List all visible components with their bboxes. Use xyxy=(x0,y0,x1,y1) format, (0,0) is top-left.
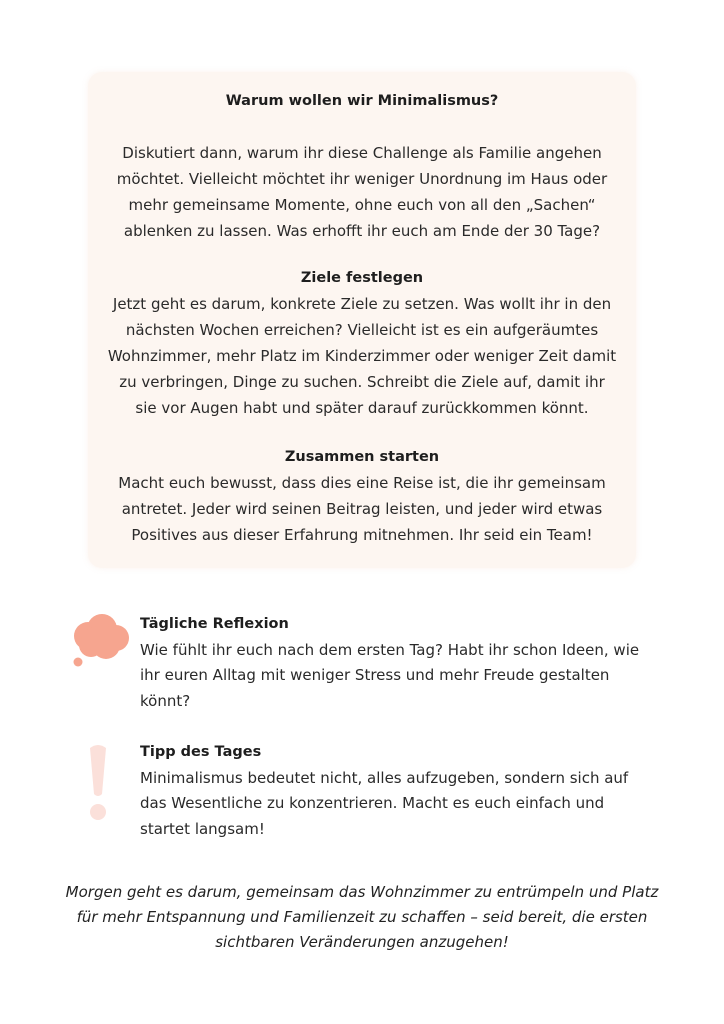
text-line: Positives aus dieser Erfahrung mitnehmen. Ihr seid ein Team! xyxy=(131,526,593,544)
section-set-goals xyxy=(88,265,636,421)
outlook-footer xyxy=(62,880,662,955)
text-line: für mehr Entspannung und Familienzeit zu schaffen – seid bereit, die ersten xyxy=(76,908,648,926)
text-line: Morgen geht es darum, gemeinsam das Wohnzimmer zu entrümpeln und Platz xyxy=(65,883,659,901)
text-line: Diskutiert dann, warum ihr diese Challenge als Familie angehen xyxy=(122,144,602,162)
text-line: möchtet. Vielleicht möchtet ihr weniger Unordnung im Haus oder xyxy=(116,170,608,188)
text-line: Wie fühlt ihr euch nach dem ersten Tag? Habt ihr schon Ideen, wie xyxy=(140,640,640,659)
exclamation-icon xyxy=(84,742,112,824)
thought-bubble-icon xyxy=(66,612,132,672)
tip-heading: Tipp des Tages xyxy=(140,744,262,760)
text-line: nächsten Wochen erreichen? Vielleicht ist es ein aufgeräumtes xyxy=(125,321,599,339)
section-heading: Warum wollen wir Minimalismus? xyxy=(225,93,499,109)
section-start-together xyxy=(88,444,636,548)
text-line: zu verbringen, Dinge zu suchen. Schreibt die Ziele auf, damit ihr xyxy=(119,373,605,391)
text-line: ablenken zu lassen. Was erhofft ihr euch am Ende der 30 Tage? xyxy=(123,222,601,240)
section-heading: Zusammen starten xyxy=(284,449,440,465)
text-line: das Wesentliche zu konzentrieren. Macht es euch einfach und xyxy=(140,794,605,812)
text-line: sichtbaren Veränderungen anzugehen! xyxy=(215,933,509,951)
text-line: mehr gemeinsame Momente, ohne euch von all den „Sachen“ xyxy=(128,196,596,214)
tip-of-the-day xyxy=(140,740,660,842)
reflection-heading: Tägliche Reflexion xyxy=(140,616,289,632)
text-line: Wohnzimmer, mehr Platz im Kinderzimmer oder weniger Zeit damit xyxy=(107,347,617,365)
text-line: könnt? xyxy=(140,691,191,710)
text-line: ihr euren Alltag mit weniger Stress und mehr Freude gestalten xyxy=(140,666,610,684)
text-line: sie vor Augen habt und später darauf zurückkommen könnt. xyxy=(135,399,589,417)
daily-reflection xyxy=(140,612,660,714)
intro-card xyxy=(88,72,636,568)
text-line: antretet. Jeder wird seinen Beitrag leisten, und jeder wird etwas xyxy=(121,500,603,518)
text-line: Minimalismus bedeutet nicht, alles aufzugeben, sondern sich auf xyxy=(140,768,629,787)
section-heading: Ziele festlegen xyxy=(300,270,424,286)
text-line: Jetzt geht es darum, konkrete Ziele zu setzen. Was wollt ihr in den xyxy=(112,295,612,313)
section-why-minimalism xyxy=(88,88,636,244)
text-line: Macht euch bewusst, dass dies eine Reise ist, die ihr gemeinsam xyxy=(118,474,606,492)
text-line: startet langsam! xyxy=(140,819,265,838)
